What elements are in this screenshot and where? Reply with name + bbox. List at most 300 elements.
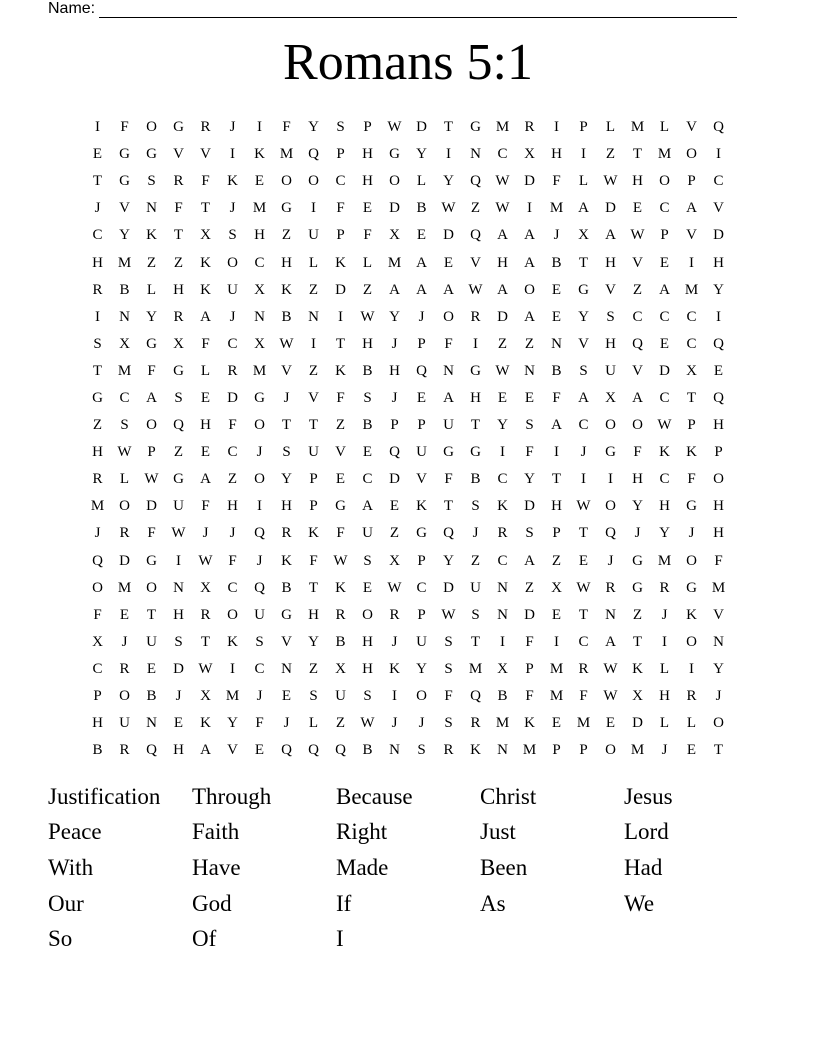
grid-letter: U (308, 444, 319, 461)
grid-letter: X (551, 579, 562, 596)
grid-letter: H (605, 254, 616, 271)
grid-letter: B (362, 742, 373, 759)
grid-letter: A (443, 281, 454, 298)
grid-letter: E (119, 606, 130, 623)
grid-letter: A (524, 308, 535, 325)
grid-letter: X (200, 227, 211, 244)
grid-letter: A (605, 227, 616, 244)
grid-letter: E (605, 715, 616, 732)
grid-letter: E (659, 335, 670, 352)
grid-letter: R (119, 525, 130, 542)
grid-letter: J (283, 389, 290, 406)
grid-letter: Z (335, 417, 346, 434)
grid-letter: J (607, 552, 614, 569)
grid-letter: O (686, 146, 697, 163)
grid-letter: K (227, 173, 238, 190)
grid-letter: X (254, 335, 265, 352)
grid-letter: U (335, 688, 346, 705)
grid-letter: H (227, 498, 238, 515)
grid-letter: M (117, 254, 132, 271)
grid-letter: F (201, 498, 210, 515)
grid-letter: G (605, 444, 616, 461)
grid-letter: D (443, 227, 454, 244)
grid-letter: C (227, 335, 238, 352)
grid-letter: S (471, 606, 480, 623)
grid-letter: P (390, 417, 399, 434)
grid-letter: H (659, 688, 670, 705)
grid-letter: R (227, 362, 238, 379)
grid-letter: Y (578, 308, 589, 325)
grid-letter: E (632, 200, 643, 217)
word-search-grid (84, 114, 732, 764)
grid-letter: H (173, 742, 184, 759)
grid-letter: P (417, 552, 426, 569)
grid-letter: S (606, 308, 615, 325)
grid-letter: W (441, 606, 456, 623)
grid-letter: X (497, 660, 508, 677)
grid-letter: A (551, 417, 562, 434)
grid-letter: T (308, 579, 319, 596)
grid-letter: H (254, 227, 265, 244)
grid-letter: I (554, 633, 559, 650)
grid-letter: F (714, 552, 723, 569)
grid-letter: A (605, 633, 616, 650)
grid-letter: A (200, 742, 211, 759)
grid-letter: O (713, 715, 724, 732)
grid-letter: Y (308, 119, 319, 136)
grid-letter: E (389, 498, 400, 515)
grid-letter: L (146, 281, 157, 298)
grid-letter: G (686, 498, 697, 515)
grid-letter: B (416, 200, 427, 217)
grid-letter: J (634, 525, 641, 542)
grid-letter: G (173, 362, 184, 379)
grid-letter: I (257, 498, 262, 515)
grid-letter: U (416, 444, 427, 461)
grid-letter: S (363, 552, 372, 569)
word-list-item: Jesus (624, 783, 673, 809)
grid-letter: X (605, 389, 616, 406)
grid-letter: C (227, 444, 238, 461)
grid-letter: N (254, 308, 265, 325)
grid-letter: E (578, 552, 589, 569)
grid-letter: J (256, 552, 263, 569)
grid-letter: D (335, 281, 346, 298)
word-list (48, 779, 768, 957)
grid-letter: W (279, 335, 294, 352)
grid-letter: W (495, 362, 510, 379)
grid-letter: V (227, 742, 238, 759)
grid-letter: S (444, 633, 453, 650)
grid-letter: E (524, 389, 535, 406)
grid-letter: S (120, 417, 129, 434)
grid-letter: L (578, 173, 589, 190)
grid-letter: K (632, 660, 643, 677)
grid-letter: F (147, 362, 156, 379)
grid-letter: H (362, 335, 373, 352)
grid-letter: X (119, 335, 130, 352)
page-title: Romans 5:1 (283, 34, 533, 91)
grid-letter: O (227, 254, 238, 271)
grid-letter: K (200, 715, 211, 732)
grid-letter: C (686, 335, 697, 352)
grid-letter: L (308, 715, 319, 732)
grid-letter: J (94, 525, 101, 542)
grid-letter: Y (281, 471, 292, 488)
grid-letter: E (254, 742, 265, 759)
grid-letter: K (659, 444, 670, 461)
grid-letter: S (525, 417, 534, 434)
grid-letter: T (470, 417, 481, 434)
grid-letter: L (659, 660, 670, 677)
grid-letter: N (281, 660, 292, 677)
grid-letter: N (524, 362, 535, 379)
grid-letter: E (551, 308, 562, 325)
grid-letter: T (551, 471, 562, 488)
grid-letter: R (335, 606, 346, 623)
grid-letter: N (308, 308, 319, 325)
grid-letter: J (283, 715, 290, 732)
grid-letter: F (687, 471, 696, 488)
grid-letter: O (632, 417, 643, 434)
grid-letter: R (659, 579, 670, 596)
grid-letter: M (279, 146, 294, 163)
grid-letter: O (308, 173, 319, 190)
grid-letter: P (417, 417, 426, 434)
grid-letter: W (198, 552, 213, 569)
grid-letter: S (525, 525, 534, 542)
grid-letter: H (92, 444, 103, 461)
grid-letter: H (605, 335, 616, 352)
word-list-item: Justification (48, 783, 161, 809)
grid-letter: K (281, 552, 292, 569)
grid-letter: M (252, 200, 267, 217)
grid-letter: D (119, 552, 130, 569)
word-list-item: Right (336, 819, 388, 845)
grid-letter: A (578, 389, 589, 406)
grid-letter: O (146, 417, 157, 434)
grid-letter: Y (632, 498, 643, 515)
word-list-item: So (48, 926, 73, 952)
grid-letter: M (549, 200, 564, 217)
grid-letter: R (470, 308, 481, 325)
grid-letter: W (657, 417, 672, 434)
grid-letter: Y (308, 633, 319, 650)
grid-letter: M (630, 119, 645, 136)
grid-letter: Q (470, 688, 481, 705)
grid-letter: F (147, 525, 156, 542)
grid-letter: O (119, 688, 130, 705)
grid-letter: C (227, 579, 238, 596)
grid-letter: T (632, 146, 643, 163)
word-list-item: If (336, 890, 352, 916)
grid-letter: J (391, 389, 398, 406)
grid-letter: E (416, 227, 427, 244)
grid-letter: K (524, 715, 535, 732)
grid-letter: J (121, 633, 128, 650)
grid-letter: N (470, 146, 481, 163)
grid-letter: Z (524, 579, 535, 596)
grid-letter: Z (632, 606, 643, 623)
grid-letter: Y (416, 146, 427, 163)
grid-letter: T (200, 633, 211, 650)
grid-letter: E (200, 444, 211, 461)
grid-letter: L (362, 254, 373, 271)
grid-letter: O (686, 633, 697, 650)
grid-letter: U (119, 715, 130, 732)
grid-letter: Z (362, 281, 373, 298)
grid-letter: J (229, 200, 236, 217)
grid-letter: H (632, 173, 643, 190)
grid-letter: B (146, 688, 157, 705)
grid-letter: A (416, 254, 427, 271)
grid-letter: H (551, 498, 562, 515)
grid-letter: I (662, 633, 667, 650)
grid-letter: V (713, 606, 724, 623)
grid-letter: M (657, 552, 672, 569)
grid-letter: Q (281, 742, 292, 759)
grid-letter: Q (254, 525, 265, 542)
grid-letter: U (416, 633, 427, 650)
grid-letter: J (553, 227, 560, 244)
grid-letter: G (686, 579, 697, 596)
grid-letter: O (254, 417, 265, 434)
grid-letter: Z (605, 146, 616, 163)
grid-letter: T (443, 498, 454, 515)
grid-letter: W (198, 660, 213, 677)
grid-letter: G (254, 389, 265, 406)
grid-letter: C (686, 308, 697, 325)
grid-letter: G (92, 389, 103, 406)
grid-letter: I (527, 200, 532, 217)
grid-letter: P (363, 119, 372, 136)
grid-letter: I (554, 444, 559, 461)
grid-letter: H (173, 606, 184, 623)
grid-letter: T (200, 200, 211, 217)
grid-letter: P (336, 227, 345, 244)
grid-letter: F (228, 552, 237, 569)
grid-letter: I (95, 308, 100, 325)
grid-letter: M (549, 660, 564, 677)
grid-letter: B (362, 417, 373, 434)
grid-letter: M (657, 146, 672, 163)
grid-letter: D (416, 119, 427, 136)
grid-letter: X (200, 688, 211, 705)
grid-letter: J (202, 525, 209, 542)
grid-letter: H (92, 715, 103, 732)
grid-letter: Z (308, 281, 319, 298)
grid-letter: T (335, 335, 346, 352)
grid-letter: Z (308, 660, 319, 677)
grid-letter: W (387, 579, 402, 596)
grid-letter: Z (551, 552, 562, 569)
grid-letter: E (200, 389, 211, 406)
grid-letter: L (119, 471, 130, 488)
grid-letter: R (173, 173, 184, 190)
grid-letter: P (687, 417, 696, 434)
grid-letter: Y (713, 660, 724, 677)
grid-letter: D (659, 362, 670, 379)
grid-letter: K (497, 498, 508, 515)
grid-letter: K (686, 606, 697, 623)
grid-letter: G (146, 552, 157, 569)
grid-letter: R (470, 715, 481, 732)
grid-letter: O (92, 579, 103, 596)
grid-letter: G (470, 362, 481, 379)
grid-letter: X (200, 579, 211, 596)
grid-letter: T (713, 742, 724, 759)
grid-letter: K (308, 525, 319, 542)
grid-letter: F (93, 606, 102, 623)
grid-letter: W (441, 200, 456, 217)
grid-letter: W (603, 688, 618, 705)
grid-letter: N (389, 742, 400, 759)
grid-letter: A (497, 227, 508, 244)
grid-letter: S (444, 660, 453, 677)
grid-letter: L (416, 173, 427, 190)
grid-letter: Y (443, 173, 454, 190)
grid-letter: N (605, 606, 616, 623)
grid-letter: J (580, 444, 587, 461)
grid-letter: I (608, 471, 613, 488)
grid-letter: F (552, 389, 561, 406)
grid-letter: E (551, 606, 562, 623)
grid-letter: I (311, 335, 316, 352)
grid-letter: P (309, 471, 318, 488)
grid-letter: W (360, 308, 375, 325)
word-list-item: Made (336, 854, 389, 880)
grid-letter: P (714, 444, 723, 461)
name-underline[interactable] (99, 3, 737, 18)
grid-letter: J (175, 688, 182, 705)
grid-letter: S (174, 633, 183, 650)
grid-letter: O (146, 579, 157, 596)
grid-letter: X (173, 335, 184, 352)
grid-letter: Y (443, 552, 454, 569)
grid-letter: F (579, 688, 588, 705)
grid-letter: Z (497, 335, 508, 352)
grid-letter: P (309, 498, 318, 515)
grid-letter: A (497, 281, 508, 298)
grid-letter: D (173, 660, 184, 677)
grid-letter: Z (470, 552, 481, 569)
grid-letter: J (688, 525, 695, 542)
grid-letter: V (470, 254, 481, 271)
grid-letter: H (659, 498, 670, 515)
grid-letter: I (257, 119, 262, 136)
grid-letter: E (659, 254, 670, 271)
grid-letter: I (581, 471, 586, 488)
grid-letter: E (281, 688, 292, 705)
grid-letter: C (119, 389, 130, 406)
grid-letter: Q (389, 444, 400, 461)
grid-letter: A (362, 498, 373, 515)
grid-letter: O (605, 498, 616, 515)
grid-letter: P (552, 525, 561, 542)
grid-letter: H (713, 254, 724, 271)
grid-letter: I (716, 308, 721, 325)
grid-letter: I (95, 119, 100, 136)
grid-letter: J (418, 715, 425, 732)
grid-letter: O (686, 552, 697, 569)
grid-letter: C (659, 308, 670, 325)
grid-letter: E (173, 715, 184, 732)
grid-letter: E (551, 715, 562, 732)
grid-letter: W (333, 552, 348, 569)
grid-letter: J (256, 688, 263, 705)
grid-letter: X (92, 633, 103, 650)
word-list-item: Peace (48, 819, 102, 845)
grid-letter: U (470, 579, 481, 596)
grid-letter: T (173, 227, 184, 244)
grid-letter: W (171, 525, 186, 542)
grid-letter: A (632, 389, 643, 406)
grid-letter: T (308, 417, 319, 434)
grid-letter: X (524, 146, 535, 163)
grid-letter: P (93, 688, 102, 705)
grid-letter: M (468, 660, 483, 677)
grid-letter: T (578, 525, 589, 542)
grid-letter: T (632, 633, 643, 650)
word-list-item: With (48, 854, 94, 880)
grid-letter: E (686, 742, 697, 759)
grid-letter: I (689, 660, 694, 677)
word-list-item: I (336, 926, 344, 952)
grid-letter: J (661, 606, 668, 623)
grid-letter: R (119, 660, 130, 677)
word-list-item: As (480, 890, 506, 916)
grid-letter: W (630, 227, 645, 244)
word-list-item: Through (192, 783, 272, 809)
grid-letter: Z (92, 417, 103, 434)
grid-letter: E (713, 362, 724, 379)
grid-letter: R (443, 742, 454, 759)
grid-letter: X (686, 362, 697, 379)
grid-letter: V (713, 200, 724, 217)
grid-letter: N (497, 606, 508, 623)
grid-letter: O (254, 471, 265, 488)
grid-letter: T (281, 417, 292, 434)
grid-letter: F (363, 227, 372, 244)
word-list-item: Have (192, 854, 241, 880)
grid-letter: F (633, 444, 642, 461)
grid-letter: D (524, 498, 535, 515)
grid-letter: A (416, 281, 427, 298)
grid-letter: X (335, 660, 346, 677)
grid-letter: M (549, 688, 564, 705)
grid-letter: R (200, 119, 211, 136)
grid-letter: Z (389, 525, 400, 542)
grid-letter: Z (335, 715, 346, 732)
grid-letter: E (335, 471, 346, 488)
grid-letter: V (686, 227, 697, 244)
grid-letter: I (176, 552, 181, 569)
grid-letter: I (230, 146, 235, 163)
grid-letter: R (200, 606, 211, 623)
grid-letter: P (579, 119, 588, 136)
grid-letter: K (335, 362, 346, 379)
grid-letter: F (336, 389, 345, 406)
grid-letter: O (443, 308, 454, 325)
grid-letter: H (200, 417, 211, 434)
grid-letter: G (281, 606, 292, 623)
grid-letter: I (716, 146, 721, 163)
grid-letter: F (444, 471, 453, 488)
grid-letter: F (228, 417, 237, 434)
grid-letter: Q (146, 742, 157, 759)
grid-letter: U (308, 227, 319, 244)
grid-letter: G (632, 579, 643, 596)
